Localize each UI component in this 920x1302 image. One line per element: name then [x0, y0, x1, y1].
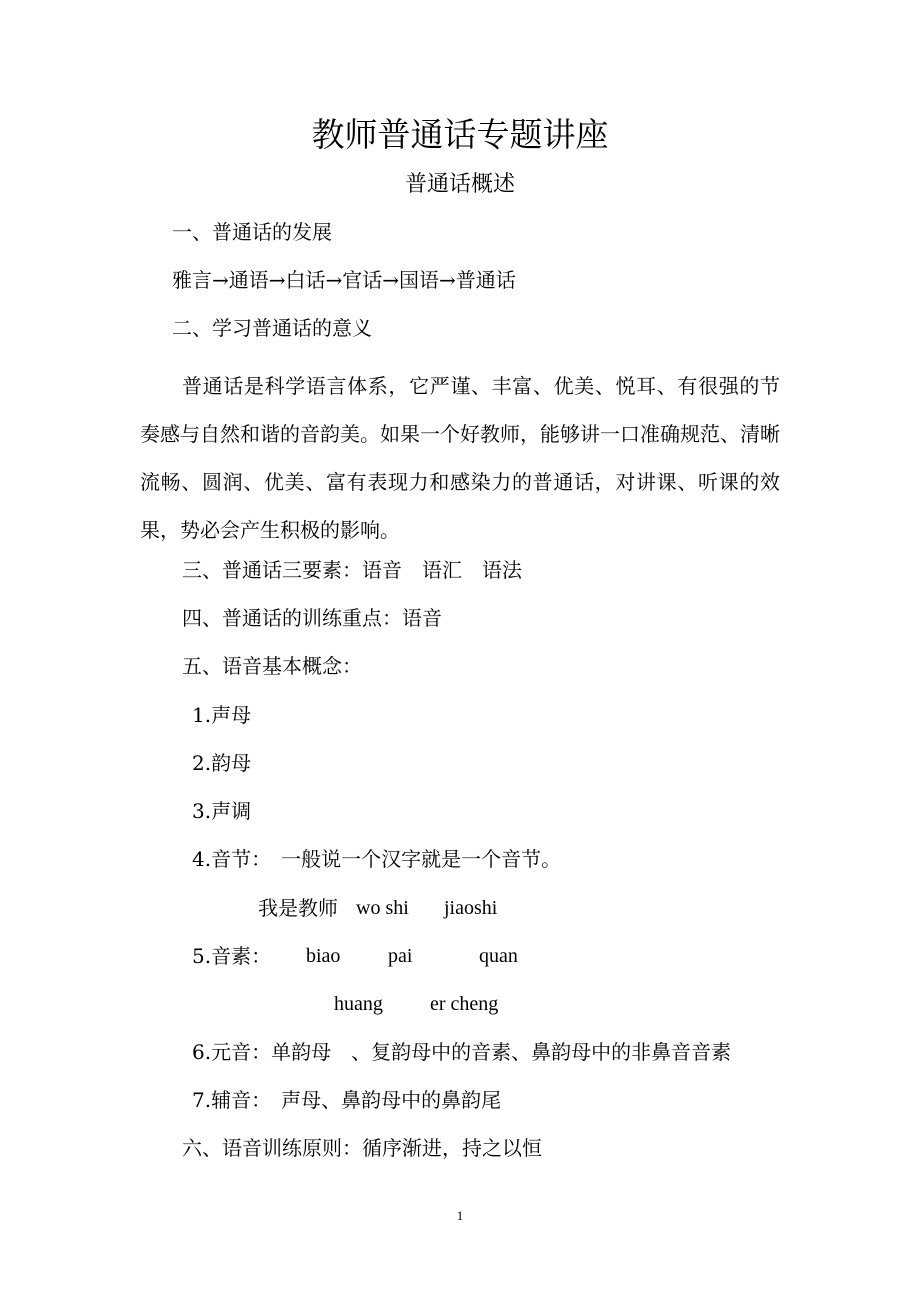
significance-paragraph: 普通话是科学语言体系，它严谨、丰富、优美、悦耳、有很强的节奏感与自然和谐的音韵美。如果一个好教师，能够讲一口准确规范、清晰流畅、圆润、优美、富有表现力和感染力的普通话，对讲课、听课的效果，势必会产生积极的影响。 [140, 374, 780, 542]
concept-item-finals: 2.韵母 [192, 751, 252, 775]
phoneme-example-pai: pai [388, 945, 413, 967]
document-title: 教师普通话专题讲座 [311, 115, 609, 154]
concept-item-tones: 3.声调 [192, 799, 252, 823]
development-chain: 雅言→通语→白话→官话→国语→普通话 [172, 268, 516, 292]
section-heading-significance: 二、学习普通话的意义 [172, 316, 372, 340]
syllable-example-pinyin-2: jiaoshi [444, 897, 498, 919]
section-heading-three-elements: 三、普通话三要素：语音 语汇 语法 [182, 558, 522, 582]
phoneme-example-biao: biao [306, 945, 341, 967]
concept-item-phoneme: 5.音素： [192, 944, 272, 968]
phoneme-example-huang: huang [334, 993, 383, 1015]
page-number: 1 [456, 1208, 464, 1223]
phoneme-example-er-cheng: er cheng [430, 993, 499, 1015]
concept-item-vowel: 6.元音：单韵母 、复韵母中的音素、鼻韵母中的非鼻音音素 [192, 1040, 732, 1064]
document-subtitle: 普通话概述 [404, 172, 515, 197]
concept-item-consonant: 7.辅音： 声母、鼻韵母中的鼻韵尾 [192, 1088, 502, 1112]
syllable-example-pinyin-1: wo shi [356, 897, 409, 919]
concept-item-syllable: 4.音节： 一般说一个汉字就是一个音节。 [192, 847, 562, 871]
section-heading-training-principle: 六、语音训练原则：循序渐进，持之以恒 [182, 1136, 542, 1160]
phoneme-example-quan: quan [479, 945, 518, 967]
syllable-example-chinese: 我是教师 [258, 896, 338, 920]
section-heading-development: 一、普通话的发展 [172, 220, 332, 244]
concept-item-initials: 1.声母 [192, 703, 252, 727]
section-heading-basic-concepts: 五、语音基本概念： [182, 654, 362, 678]
section-heading-training-focus: 四、普通话的训练重点：语音 [182, 606, 442, 630]
